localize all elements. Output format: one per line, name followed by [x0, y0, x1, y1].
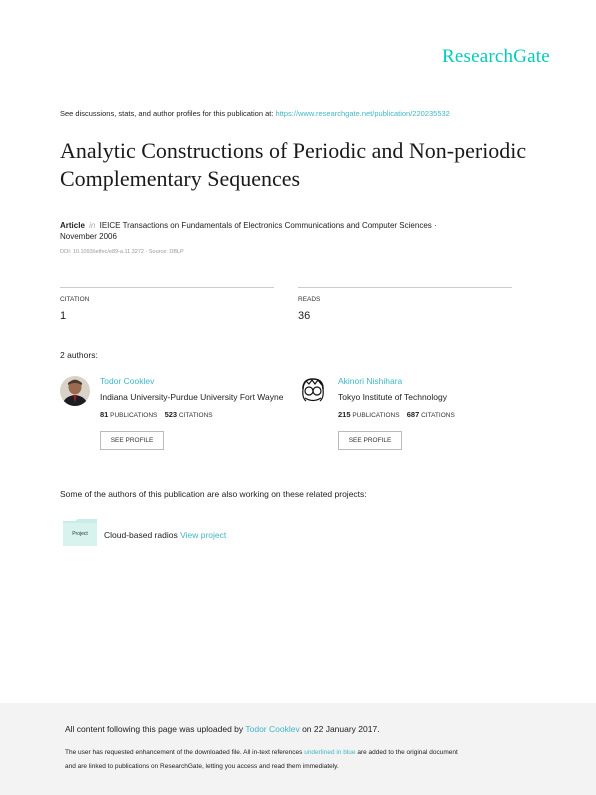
enhancement-note [65, 749, 458, 756]
author-photo-icon [60, 376, 90, 406]
project-folder-label: Project [72, 531, 88, 537]
avatar[interactable] [298, 376, 328, 406]
publications-label: PUBLICATIONS [110, 412, 158, 419]
project-folder-icon [63, 519, 97, 546]
note-prefix: The user has requested enhancement of the downloaded file. All in-text references [65, 749, 305, 756]
discussion-line [60, 109, 450, 118]
uploader-link[interactable]: Todor Cooklev [245, 724, 300, 734]
author-affiliation: Indiana University-Purdue University Fort Wayne [100, 392, 284, 402]
upload-notice [65, 724, 380, 734]
project-entry [104, 530, 226, 540]
see-profile-button[interactable]: SEE PROFILE [100, 431, 164, 450]
citations-label: CITATIONS [178, 412, 213, 419]
discussion-text: See discussions, stats, and author profiles for this publication at: [60, 109, 276, 118]
author-name-link[interactable]: Akinori Nishihara [338, 376, 403, 386]
publication-type: Article [60, 221, 85, 230]
author-cartoon-icon [298, 376, 328, 406]
authors-label: 2 authors: [60, 350, 98, 360]
citations-count: 687 [406, 410, 420, 419]
enhancement-note-line2: and are linked to publications on ResearchGate, letting you access and read them immediately. [65, 763, 339, 770]
citations-value: 1 [60, 310, 67, 322]
related-projects-heading: Some of the authors of this publication are also working on these related projects: [60, 489, 367, 499]
in-word: in [89, 221, 96, 230]
note-suffix: are added to the original document [355, 749, 458, 756]
publications-label: PUBLICATIONS [352, 412, 400, 419]
project-name: Cloud-based radios [104, 530, 178, 540]
publication-date: November 2006 [60, 232, 117, 241]
see-profile-button[interactable]: SEE PROFILE [338, 431, 402, 450]
citations-label: CITATIONS [421, 412, 455, 419]
publication-title: Analytic Constructions of Periodic and Non-periodic Complementary Sequences [60, 138, 527, 191]
upload-prefix: All content following this page was uploaded by [65, 724, 246, 734]
citations-label: CITATION [60, 296, 90, 303]
author-affiliation: Tokyo Institute of Technology [338, 392, 447, 402]
view-project-link[interactable]: View project [180, 530, 227, 540]
publications-count: 81 [100, 410, 109, 419]
journal-name: IEICE Transactions on Fundamentals of Electronics Communications and Computer Sciences · [99, 221, 437, 230]
upload-suffix: on 22 January 2017. [299, 724, 380, 734]
underlined-in-blue-text: underlined in blue [304, 749, 356, 756]
reads-divider [298, 287, 512, 288]
avatar[interactable] [60, 376, 90, 406]
researchgate-logo[interactable]: ResearchGate [442, 46, 550, 67]
publication-meta [60, 220, 510, 242]
citations-divider [60, 287, 274, 288]
publications-count: 215 [338, 410, 351, 419]
author-counts [338, 410, 455, 419]
author-counts [100, 410, 213, 419]
publication-url-link[interactable]: https://www.researchgate.net/publication/220235532 [275, 109, 450, 118]
author-name-link[interactable]: Todor Cooklev [100, 376, 155, 386]
citations-count: 523 [164, 410, 178, 419]
reads-label: READS [298, 296, 321, 303]
reads-value: 36 [298, 310, 311, 322]
doi-source: DOI: 10.1093/ietfec/e89-a.11.3272 · Source: DBLP [60, 249, 184, 255]
